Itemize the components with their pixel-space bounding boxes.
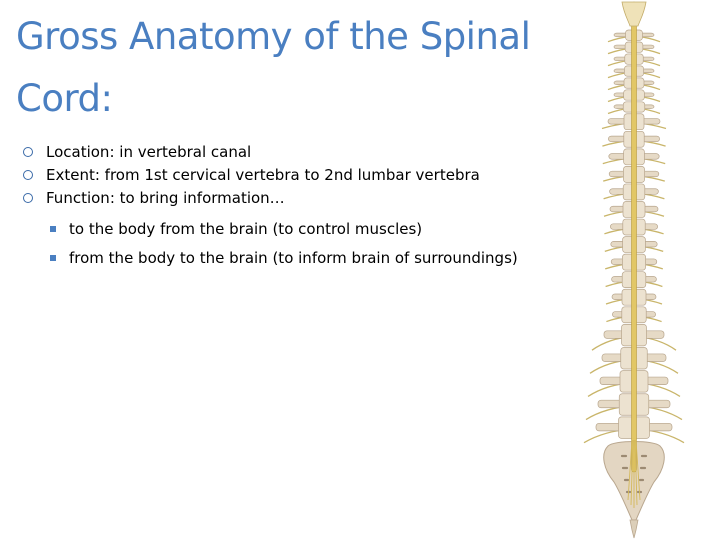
hollow-circle-bullet-icon [23, 147, 33, 157]
coccyx [630, 520, 638, 538]
square-bullet-icon [50, 255, 56, 261]
spinal-cord [632, 2, 637, 472]
spinal-column-illustration [578, 0, 690, 540]
bullet-term: Location [46, 143, 110, 161]
bullet-function [22, 187, 480, 210]
slide-title: Gross Anatomy of the Spinal Cord: [16, 15, 531, 120]
hollow-circle-bullet-icon [23, 170, 33, 180]
bullet-text: : in vertebral canal [109, 143, 252, 161]
brainstem-top [622, 2, 646, 26]
sub-bullet-body-to-brain [49, 246, 518, 275]
sub-bullet-text: to the body from the brain (to control muscles) [69, 220, 423, 238]
square-bullet-icon [50, 226, 56, 232]
sub-bullet-text: from the body to the brain (to inform brain of surroundings) [69, 249, 518, 267]
sub-bullet-brain-to-body [49, 217, 518, 246]
bullet-location [22, 141, 480, 164]
bullet-text: : from 1st cervical vertebra to 2nd lumbar vertebra [94, 166, 480, 184]
bullet-text: : to bring information… [109, 189, 285, 207]
bullet-term: Function [46, 189, 110, 207]
bullet-extent [22, 164, 480, 187]
bullet-term: Extent [46, 166, 95, 184]
hollow-circle-bullet-icon [23, 193, 33, 203]
main-bullet-list [22, 141, 480, 210]
sub-bullet-list [49, 217, 518, 275]
